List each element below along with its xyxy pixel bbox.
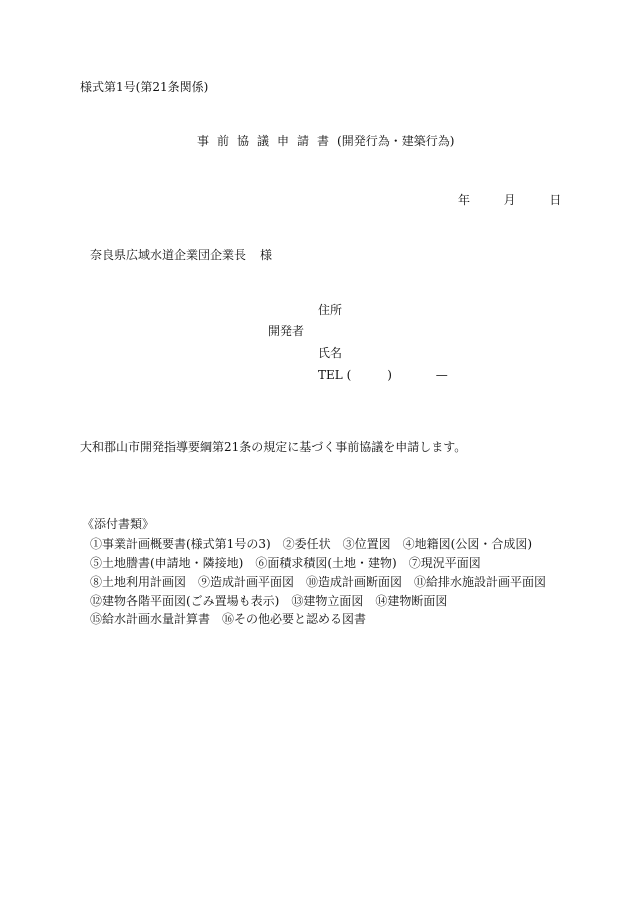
attachment-line: ⑧土地利用計画図 ⑨造成計画平面図 ⑩造成計画断面図 ⑪給排水施設計画平面図 [90,575,547,589]
attachment-line: ⑮給水計画水量計算書 ⑯その他必要と認める図書 [90,612,367,626]
application-statement: 大和郡山市開発指導要綱第21条の規定に基づく事前協議を申請します。 [80,440,467,454]
date-year-label: 年 [458,193,471,207]
attachment-line: ⑫建物各階平面図(ごみ置場も表示) ⑬建物立面図 ⑭建物断面図 [90,594,448,608]
name-label: 氏名 [318,346,343,360]
addressee [90,248,272,262]
title-sub: (開発行為・建築行為) [337,134,455,148]
tel-line [318,368,448,382]
document-title [197,134,454,148]
address-label: 住所 [318,303,343,317]
form-number: 様式第1号(第21条関係) [80,80,209,94]
attachment-line: ①事業計画概要書(様式第1号の3) ②委任状 ③位置図 ④地籍図(公図・合成図) [90,537,532,551]
tel-label: TEL [318,368,343,382]
date-day-label: 日 [549,193,562,207]
addressee-honorific: 様 [260,248,273,262]
title-main: 事前協議申請書 [197,134,338,148]
attachment-line: ⑤土地謄書(申請地・隣接地) ⑥面積求積図(土地・建物) ⑦現況平面図 [90,556,481,570]
addressee-name: 奈良県広域水道企業団企業長 [90,248,247,262]
date-line [458,193,561,207]
tel-paren-close: ) [387,368,392,382]
date-month-label: 月 [503,193,516,207]
developer-label: 開発者 [268,324,305,338]
tel-paren-open: ( [346,368,352,382]
attachments-heading: 《添付書類》 [82,517,155,531]
tel-dash: — [435,368,448,382]
